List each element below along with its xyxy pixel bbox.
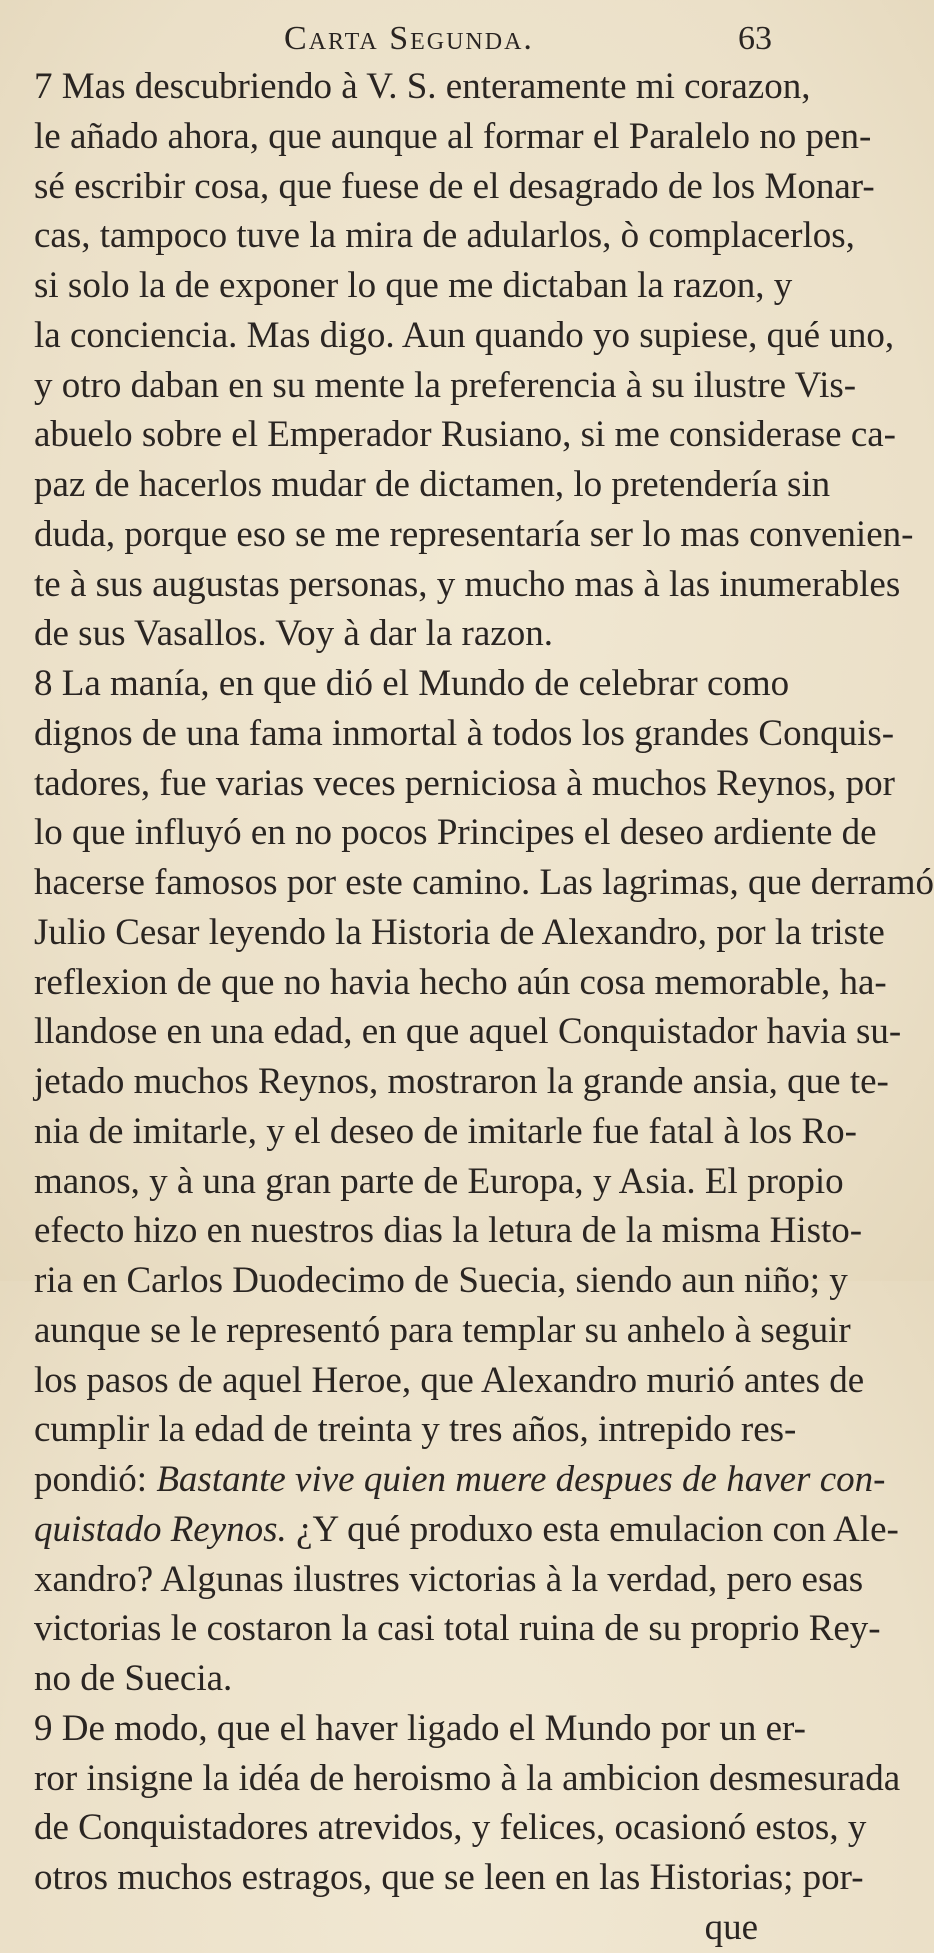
catchword: que <box>704 1906 758 1948</box>
line-roman: pondió: <box>34 1459 157 1500</box>
text-line: paz de hacerlos mudar de dictamen, lo pretendería sin <box>34 464 831 505</box>
text-line: te à sus augustas personas, y mucho mas à las inumerables <box>34 563 901 605</box>
text-line: ror insigne la idéa de heroismo à la ambicion desmesurada <box>34 1757 901 1799</box>
text-line: de sus Vasallos. Voy à dar la razon. <box>34 613 553 655</box>
text-line: tadores, fue varias veces perniciosa à muchos Reynos, por <box>34 762 895 804</box>
text-line: victorias le costaron la casi total ruina de su proprio Rey- <box>34 1608 881 1650</box>
text-line: de Conquistadores atrevidos, y felices, ocasionó estos, y <box>34 1807 867 1849</box>
text-line: si solo la de exponer lo que me dictaban la razon, y <box>34 265 793 306</box>
text-line: efecto hizo en nuestros dias la letura de la misma Histo- <box>34 1210 863 1252</box>
page-number: 63 <box>738 20 772 57</box>
text-line: dignos de una fama inmortal à todos los grandes Conquis- <box>34 712 895 754</box>
text-line: reflexion de que no havia hecho aún cosa memorable, ha- <box>34 961 887 1003</box>
text-line: los pasos de aquel Heroe, que Alexandro murió antes de <box>34 1359 865 1401</box>
text-line-mixed <box>34 1505 899 1555</box>
text-line: 9 De modo, que el haver ligado el Mundo por un er- <box>34 1707 806 1749</box>
running-title: Carta Segunda. <box>284 20 534 57</box>
text-line: cas, tampoco tuve la mira de adularlos, ò complacerlos, <box>34 215 855 257</box>
text-line: llandose en una edad, en que aquel Conquistador havia su- <box>34 1011 902 1053</box>
text-line: duda, porque eso se me representaría ser lo mas convenien- <box>34 513 914 555</box>
text-line: no de Suecia. <box>34 1658 233 1699</box>
text-line: nia de imitarle, y el deseo de imitarle fue fatal à los Ro- <box>34 1110 857 1152</box>
text-line: cumplir la edad de treinta y tres años, intrepido res- <box>34 1409 797 1451</box>
text-line: ria en Carlos Duodecimo de Suecia, siendo aun niño; y <box>34 1260 848 1301</box>
text-line: 8 La manía, en que dió el Mundo de celebrar como <box>34 663 790 704</box>
text-line: jetado muchos Reynos, mostraron la grande ansia, que te- <box>34 1061 889 1102</box>
text-line: aunque se le representó para templar su anhelo à seguir <box>34 1309 851 1351</box>
text-line: le añado ahora, que aunque al formar el Paralelo no pen- <box>34 115 872 157</box>
text-line: hacerse famosos por este camino. Las lagrimas, que derramó <box>34 862 934 903</box>
text-line-mixed <box>34 1455 886 1505</box>
text-line: lo que influyó en no pocos Principes el deseo ardiente de <box>34 812 877 854</box>
text-line: Julio Cesar leyendo la Historia de Alexandro, por la triste <box>34 911 885 953</box>
text-line: la conciencia. Mas digo. Aun quando yo supiese, qué uno, <box>34 314 895 356</box>
text-line: sé escribir cosa, que fuese de el desagrado de los Monar- <box>34 165 875 207</box>
running-head <box>40 14 778 64</box>
italic-quote: quistado Reynos. <box>34 1508 287 1550</box>
text-line: xandro? Algunas ilustres victorias à la verdad, pero esas <box>34 1558 864 1600</box>
body-text <box>34 62 934 1953</box>
text-line: y otro daban en su mente la preferencia à su ilustre Vis- <box>34 364 857 406</box>
italic-quote: Bastante vive quien muere despues de haver con- <box>156 1459 886 1500</box>
text-line: otros muchos estragos, que se leen en las Historias; por- <box>34 1857 864 1898</box>
text-line: 7 Mas descubriendo à V. S. enteramente mi corazon, <box>34 66 811 107</box>
text-line: abuelo sobre el Emperador Rusiano, si me considerase ca- <box>34 414 897 456</box>
text-line: manos, y à una gran parte de Europa, y Asia. El propio <box>34 1160 844 1202</box>
line-roman: ¿Y qué produxo esta emulacion con Ale- <box>286 1508 899 1550</box>
